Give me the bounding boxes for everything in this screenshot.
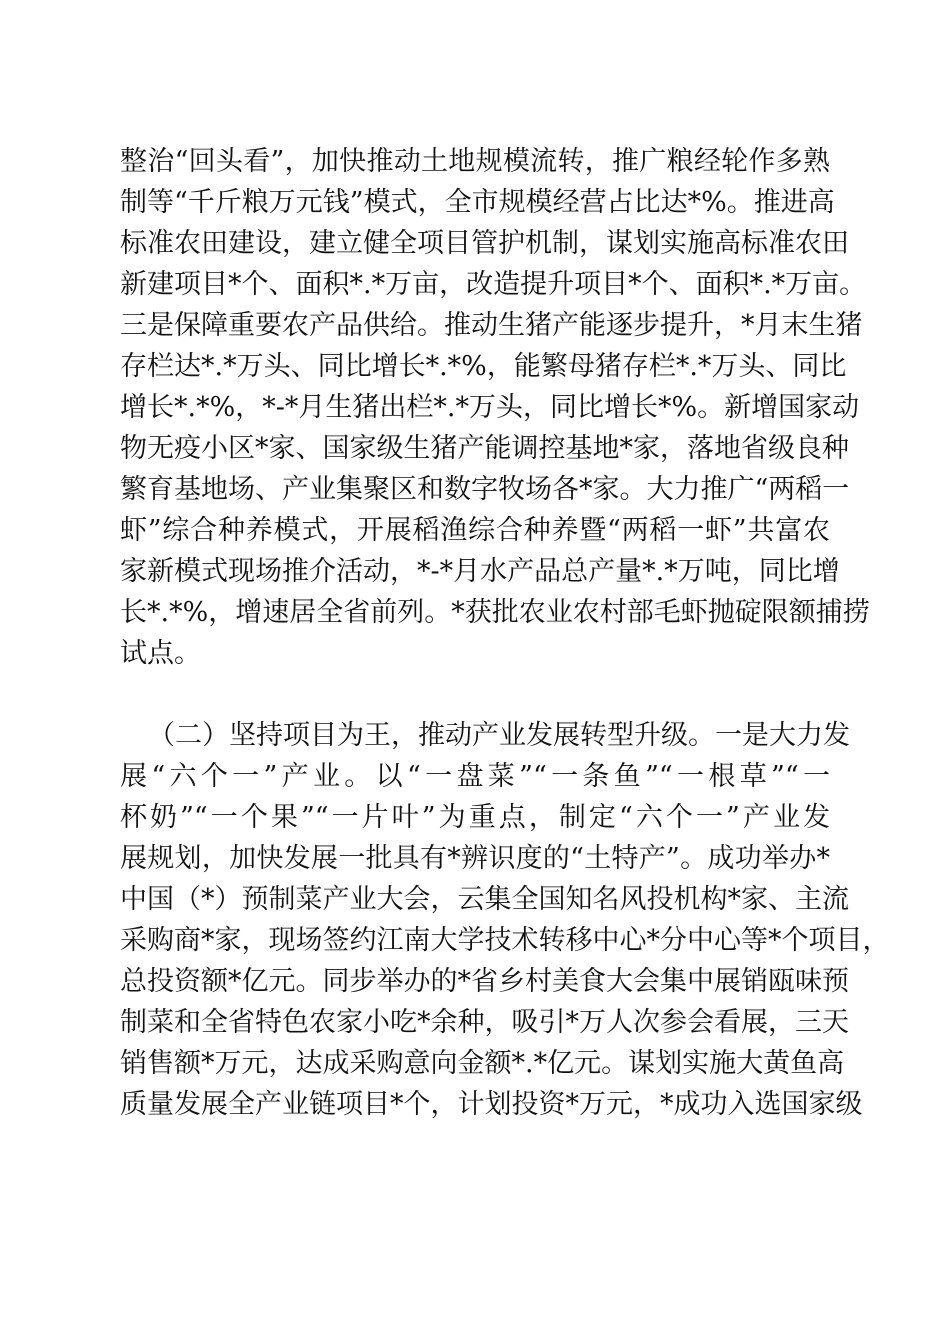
text-line: 繁育基地场、产业集聚区和数字牧场各*家。大力推广“两稻一 bbox=[120, 474, 850, 505]
text-line: 长*.*%，增速居全省前列。*获批农业农村部毛虾抛碇限额捕捞 bbox=[120, 597, 870, 628]
text-line: 标准农田建设，建立健全项目管护机制，谋划实施高标准农田 bbox=[120, 228, 849, 259]
text-line: 整治“回头看”，加快推动土地规模流转，推广粮经轮作多熟 bbox=[120, 146, 830, 177]
text-line: 新建项目*个、面积*.*万亩，改造提升项目*个、面积*.*万亩。 bbox=[120, 269, 867, 300]
text-line: 虾”综合种养模式，开展稻渔综合种养暨“两稻一虾”共富农 bbox=[120, 515, 830, 546]
text-line: 中国（*）预制菜产业大会，云集全国知名风投机构*家、主流 bbox=[120, 884, 849, 915]
text-line: 杯奶”“一个果”“一片叶”为重点，制定“六个一”产业发 bbox=[120, 802, 830, 833]
text-line: 三是保障重要农产品供给。推动生猪产能逐步提升，*月末生猪 bbox=[120, 310, 863, 341]
text-line: 家新模式现场推介活动，*-*月水产品总产量*.*万吨，同比增 bbox=[120, 556, 840, 587]
text-line: 增长*.*%，*-*月生猪出栏*.*万头，同比增长*%。新增国家动 bbox=[120, 392, 860, 423]
text-line: 销售额*万元，达成采购意向金额*.*亿元。谋划实施大黄鱼高 bbox=[120, 1048, 845, 1079]
section-heading-line: （二）坚持项目为王，推动产业发展转型升级。一是大力发 bbox=[148, 720, 850, 751]
text-line: 存栏达*.*万头、同比增长*.*%，能繁母猪存栏*.*万头、同比 bbox=[120, 351, 847, 382]
text-line: 采购商*家，现场签约江南大学技术转移中心*分中心等*个项目， bbox=[120, 925, 890, 956]
text-line: 展“六个一”产业。以“一盘菜”“一条鱼”“一根草”“一 bbox=[120, 761, 830, 792]
text-line: 展规划，加快发展一批具有*辨识度的“土特产”。成功举办* bbox=[120, 843, 830, 874]
text-line: 质量发展全产业链项目*个，计划投资*万元，*成功入选国家级 bbox=[120, 1089, 863, 1120]
text-line: 制菜和全省特色农家小吃*余种，吸引*万人次参会看展，三天 bbox=[120, 1007, 849, 1038]
text-line: 物无疫小区*家、国家级生猪产能调控基地*家，落地省级良种 bbox=[120, 433, 849, 464]
text-line: 总投资额*亿元。同步举办的*省乡村美食大会集中展销瓯味预 bbox=[120, 966, 849, 997]
text-line: 制等“千斤粮万元钱”模式，全市规模经营占比达*%。推进高 bbox=[120, 187, 835, 218]
text-line: 试点。 bbox=[120, 638, 201, 669]
